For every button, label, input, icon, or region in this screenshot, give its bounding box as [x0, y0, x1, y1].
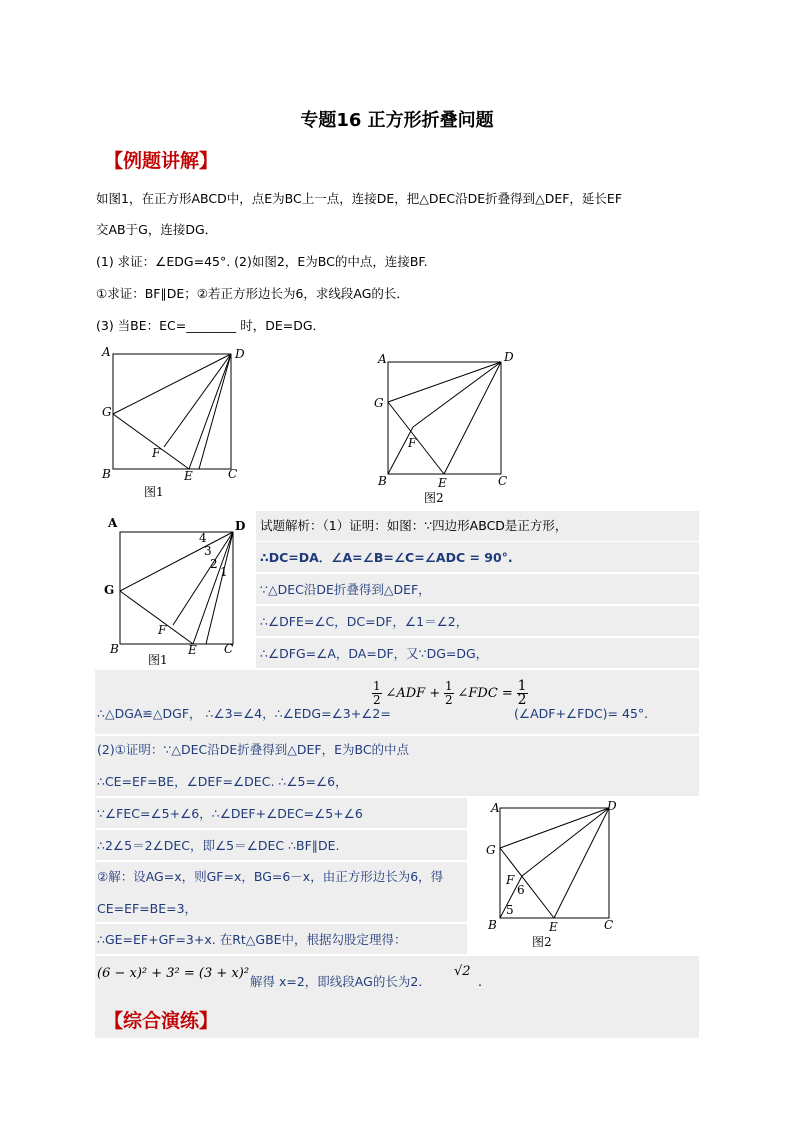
label-g: G	[102, 405, 112, 419]
label-c: C	[604, 918, 614, 932]
label-f: F	[506, 873, 515, 887]
label-g: G	[486, 843, 496, 857]
solution-line-13: ∴GE=EF+GF=3+x. 在Rt△GBE中，根据勾股定理得：	[97, 932, 407, 947]
sqrt-two: √2	[454, 964, 471, 979]
figure-1-solution	[96, 512, 256, 672]
problem-line-4: ①求证：BF∥DE；②若正方形边长为6，求线段AG的长．	[96, 286, 409, 301]
angle-2: 2	[210, 557, 218, 571]
solution-line-6b: (∠ADF+∠FDC)= 45°.	[514, 706, 649, 721]
label-c: C	[498, 474, 508, 488]
solution-line-4: ∴∠DFE=∠C，DC=DF，∠1＝∠2，	[260, 614, 469, 629]
solution-line-9: ∵∠FEC=∠5+∠6，∴∠DEF+∠DEC=∠5+∠6	[97, 806, 363, 821]
section-heading-practice: 【综合演练】	[104, 1010, 219, 1032]
label-g: G	[104, 583, 115, 597]
problem-line-3: (1) 求证：∠EDG=45°. (2)如图2，E为BC的中点，连接BF.	[96, 254, 428, 269]
equation-pythagoras: (6 − x)² + 3² = (3 + x)²	[97, 966, 250, 981]
figure-2-caption: 图2	[532, 935, 552, 949]
solution-line-6a: ∴△DGA≌△DGF， ∴∠3=∠4，∴∠EDG=∠3+∠2=	[97, 706, 391, 721]
label-a: A	[378, 352, 387, 366]
label-b: B	[378, 474, 387, 488]
solution-end-dot: .	[478, 974, 482, 989]
angle-3: 3	[204, 544, 212, 558]
label-d: D	[235, 519, 246, 533]
angle-1: 1	[220, 565, 228, 579]
label-b: B	[110, 642, 119, 656]
label-d: D	[504, 350, 514, 364]
figure-1-caption: 图1	[144, 485, 164, 499]
figure-2	[368, 345, 528, 505]
problem-line-2: 交AB于G，连接DG．	[96, 222, 218, 237]
angle-5: 5	[506, 903, 514, 917]
page-title: 专题16 正方形折叠问题	[300, 110, 494, 131]
label-g: G	[374, 396, 384, 410]
label-d: D	[607, 799, 617, 813]
section-heading-example: 【例题讲解】	[104, 150, 219, 172]
solution-line-7: (2)①证明：∵△DEC沿DE折叠得到△DEF，E为BC的中点	[97, 742, 410, 757]
solution-line-11: ②解：设AG=x，则GF=x，BG=6－x，由正方形边长为6，得	[97, 869, 444, 884]
angle-6: 6	[517, 883, 525, 897]
solution-line-10: ∴2∠5＝2∠DEC，即∠5＝∠DEC ∴BF∥DE.	[97, 838, 340, 853]
figure-2-solution	[470, 796, 630, 956]
solution-line-5: ∴∠DFG=∠A，DA=DF，又∵DG=DG，	[260, 646, 489, 661]
label-d: D	[235, 347, 245, 361]
label-e: E	[188, 643, 197, 657]
problem-line-5: (3) 当BE：EC=________ 时，DE=DG．	[96, 318, 326, 333]
label-e: E	[184, 469, 193, 483]
label-b: B	[488, 918, 497, 932]
label-b: B	[102, 467, 111, 481]
label-c: C	[224, 642, 234, 656]
formula-half-sum: $\frac{1}{2}$ ∠ADF + $\frac{1}{2}$ ∠FDC = $\frac{1}{2}$	[373, 678, 527, 708]
label-f: F	[152, 446, 161, 460]
solution-line-2: ∴DC=DA．∠A=∠B=∠C=∠ADC = 90°.	[260, 550, 513, 565]
label-f: F	[158, 623, 167, 637]
solution-line-1: 试题解析：（1）证明：如图：∵四边形ABCD是正方形，	[260, 518, 568, 533]
label-c: C	[228, 467, 238, 481]
label-e: E	[549, 920, 558, 934]
label-f: F	[408, 436, 417, 450]
figure-1	[96, 342, 256, 502]
figure-1-caption: 图1	[148, 653, 168, 667]
label-e: E	[438, 476, 447, 490]
figure-2-caption: 图2	[424, 491, 444, 505]
solution-line-12: CE=EF=BE=3，	[97, 901, 198, 916]
problem-line-1: 如图1，在正方形ABCD中，点E为BC上一点，连接DE，把△DEC沿DE折叠得到△DEF，延长EF	[96, 191, 623, 206]
solution-line-8: ∴CE=EF=BE，∠DEF=∠DEC. ∴∠5=∠6，	[97, 774, 348, 789]
label-a: A	[491, 801, 500, 815]
solution-line-14: 解得 x=2，即线段AG的长为2.	[250, 974, 423, 989]
angle-4: 4	[199, 531, 207, 545]
label-a: A	[108, 516, 118, 530]
label-a: A	[102, 345, 111, 359]
solution-line-3: ∵△DEC沿DE折叠得到△DEF，	[260, 582, 431, 597]
